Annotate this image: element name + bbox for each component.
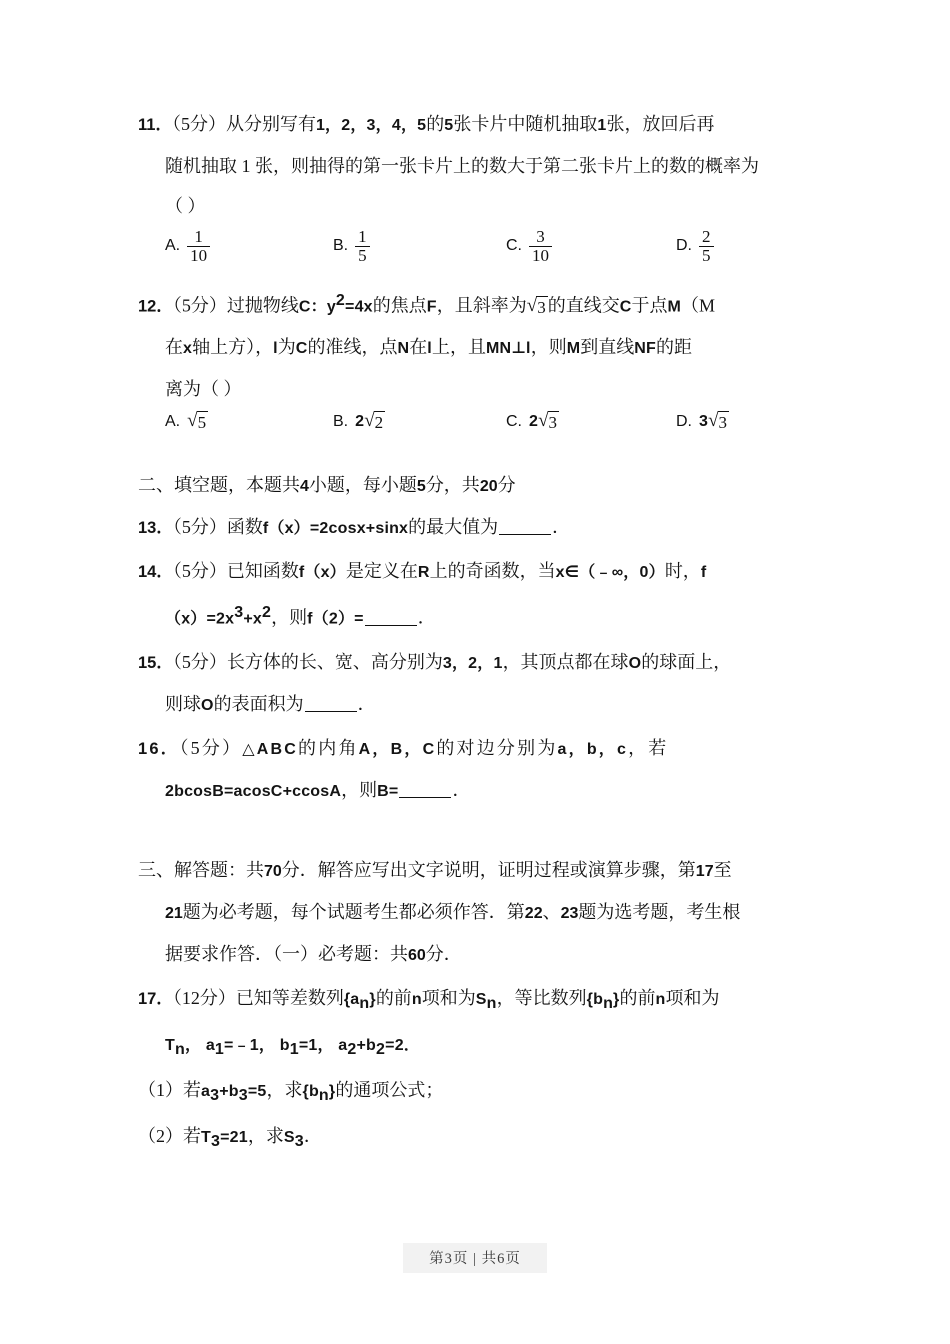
q17-p1-b3: +b	[219, 1082, 239, 1100]
q17-p2-t3: T	[201, 1128, 211, 1146]
q14-t1: 已知函数	[226, 560, 299, 581]
q12-t4: 的直线交	[547, 295, 620, 316]
question-16-line-2	[138, 770, 822, 812]
q17-p1-sub-n: n	[318, 1086, 329, 1104]
section-2-per-score: 5	[416, 477, 426, 495]
q12-l2-t7: ，则	[530, 337, 567, 358]
option-b-label: B.	[333, 237, 349, 255]
option-d-denominator: 5	[699, 246, 714, 265]
q17-sum-s: S	[475, 990, 487, 1008]
section-3-l3-t2: 分．	[425, 943, 462, 964]
q12-l2-t8: 到直线	[580, 337, 635, 358]
q15-period: ．	[357, 693, 376, 714]
section-3-line-1	[138, 850, 822, 892]
page-footer	[0, 1243, 950, 1273]
section-3-l2-t3: 题为选考题，考生根	[578, 901, 741, 922]
q12-equation: =4x	[345, 298, 373, 316]
q17-a1-label: ， a	[184, 1036, 215, 1054]
q12-m2: M	[566, 340, 581, 358]
option-c-coefficient: 2	[529, 413, 539, 431]
q17-sub-tn: n	[174, 1040, 185, 1058]
question-12-score: （5分）	[172, 295, 227, 316]
spacer	[138, 814, 822, 850]
option-d-label: D.	[676, 413, 692, 431]
q17-p2-period: ．	[303, 1125, 322, 1146]
option-a-radicand: 5	[197, 413, 207, 433]
q11-numbers: 1，2，3，4，5	[315, 117, 427, 134]
q12-axis-x: x	[183, 340, 193, 358]
question-12-line-2	[138, 327, 822, 369]
q12-l2-t1: 在	[165, 337, 183, 358]
q14-expr-b: +x	[243, 610, 263, 628]
section-3-t3: 至	[713, 859, 732, 880]
option-b-radicand: 2	[374, 413, 384, 433]
question-15-line-2	[138, 684, 822, 726]
option-d-label: D.	[676, 237, 692, 255]
question-17-line-1	[138, 978, 822, 1024]
q14-fx: f（x）	[298, 563, 346, 581]
question-11-option-a[interactable]	[165, 228, 333, 265]
page-number-label: 第3页 | 共6页	[403, 1243, 547, 1273]
q16-t4: ，若	[628, 737, 669, 758]
q12-l2-c: C	[295, 340, 308, 358]
question-13-number: 13．	[138, 518, 173, 537]
q12-line-nf: NF	[634, 340, 656, 358]
section-3-line-2	[138, 892, 822, 934]
question-12-line-3: 离为（ ）	[165, 379, 242, 400]
q13-t1: 函数	[226, 516, 263, 537]
section-3-l2-t1: 题为必考题，每个试题考生都必须作答．第	[182, 901, 525, 922]
q12-l2-t4: 的准线，点	[307, 337, 398, 358]
q15-t3: 的球面上，	[641, 651, 732, 672]
option-c-fraction	[529, 228, 552, 265]
q13-t2: 的最大值为	[408, 516, 499, 537]
question-14-score: （5分）	[172, 560, 227, 581]
q17-seq-a: {a	[343, 990, 360, 1008]
q17-p2-t2: ，求	[247, 1125, 284, 1146]
question-15-score: （5分）	[172, 651, 227, 672]
q14-t4: 时，	[664, 560, 701, 581]
q17-b1-value: =1， a	[298, 1036, 348, 1054]
q12-l2-t6: 上，且	[431, 337, 486, 358]
q14-f: f	[700, 563, 707, 581]
question-11-score: （5分）	[171, 114, 226, 134]
question-13-score: （5分）	[172, 516, 227, 537]
question-12-number: 12．	[138, 297, 173, 316]
q12-l2-t5: 在	[409, 337, 428, 358]
answer-blank-15[interactable]	[305, 694, 357, 712]
q13-period: ．	[552, 516, 571, 537]
question-17-score: （12分）	[172, 987, 236, 1008]
question-12-option-c[interactable]	[506, 411, 676, 433]
option-a-denominator: 10	[187, 246, 210, 265]
section-2-count: 4	[300, 477, 309, 495]
q17-seq-b-close: }	[613, 990, 620, 1008]
q16-triangle: △ABC	[242, 740, 299, 758]
q15-dimensions: 3，2，1	[442, 654, 503, 672]
q14-t3: 上的奇函数，当	[429, 560, 556, 581]
q17-sub-b1: 1	[289, 1040, 299, 1058]
q17-p2-value: =21	[220, 1128, 248, 1146]
q12-t2: 的焦点	[372, 295, 427, 316]
q17-p1-sub-b3: 3	[238, 1086, 248, 1104]
q14-domain-r: R	[417, 563, 430, 581]
q15-l2-t2: 的表面积为	[213, 693, 304, 714]
question-11-options	[138, 228, 822, 265]
q12-l2-t3: 为	[277, 337, 296, 358]
q17-p1-seq-b: {b	[302, 1082, 319, 1100]
section-2-t3: 分，共	[425, 474, 480, 495]
q15-sphere-o2: O	[201, 696, 214, 714]
q15-sphere-o: O	[628, 654, 642, 672]
q17-seq-a-close: }	[369, 990, 376, 1008]
spacer	[138, 435, 822, 465]
question-17-line-2	[138, 1024, 822, 1070]
option-a-label: A.	[165, 237, 181, 255]
section-2-total: 20	[479, 477, 498, 495]
question-17-part-1	[138, 1070, 822, 1116]
option-a-label: A.	[165, 413, 181, 431]
section-2-t4: 分	[497, 474, 516, 495]
q12-slope-radical: √ 3	[526, 295, 546, 318]
q17-t6: 项和为	[665, 987, 720, 1008]
q14-exp-3: 3	[234, 603, 244, 621]
question-11-line-1	[138, 104, 822, 146]
q12-focus-f: F	[426, 298, 437, 316]
q17-a1-value: =﹣1， b	[224, 1036, 290, 1054]
q15-t2: ，其顶点都在球	[502, 651, 629, 672]
q14-interval: x∈（﹣∞，0）	[555, 563, 665, 581]
option-b-radical: √ 2	[364, 410, 384, 433]
question-11-line-2: 随机抽取 1 张，则抽得的第一张卡片上的数大于第二张卡片上的数的概率为	[165, 156, 759, 176]
answer-blank-13[interactable]	[499, 517, 551, 535]
q17-sum-value: =2．	[385, 1036, 420, 1054]
q16-sides: a，b，c	[557, 740, 629, 758]
q11-count-5: 5	[444, 117, 454, 134]
q11-text-b: 的	[426, 114, 445, 134]
section-2-t1: 二、填空题，本题共	[138, 474, 300, 495]
q17-n2: n	[655, 990, 666, 1008]
option-a-numerator: 1	[194, 227, 203, 246]
question-12-option-a[interactable]	[165, 411, 333, 433]
q16-angles: A，B，C	[358, 740, 437, 758]
q12-point-n: N	[397, 340, 410, 358]
option-c-radical: √ 3	[538, 410, 558, 433]
spacer	[138, 267, 822, 281]
q12-t3: ，且斜率为	[436, 295, 527, 316]
q14-l2-t1: ，则	[271, 607, 308, 628]
q17-sub-n2: n	[486, 994, 497, 1012]
q17-sub-b2: 2	[376, 1040, 386, 1058]
option-c-radicand: 3	[548, 413, 558, 433]
q12-perpendicular: MN⊥l	[485, 340, 531, 358]
q11-text-f: 张，放回后再	[606, 114, 715, 134]
q11-text-d: 张卡片中随机抽取	[453, 114, 598, 134]
option-b-fraction	[355, 228, 370, 265]
q12-t5: 于点	[631, 295, 668, 316]
q17-p1-value: =5	[247, 1082, 267, 1100]
q12-point-m: M	[667, 298, 681, 316]
q17-p1-seq-close: }	[328, 1082, 336, 1100]
question-16-line-1	[138, 728, 822, 770]
question-14	[138, 551, 822, 640]
q14-f2: f（2）=	[307, 610, 364, 628]
q17-t1: 已知等差数列	[235, 987, 344, 1008]
q11-text-a: 从分别写有	[225, 114, 316, 134]
q16-equation: 2bcosB=acosC+ccosA	[165, 782, 342, 800]
option-b-numerator: 1	[358, 227, 367, 246]
q17-p2-s3: S	[283, 1128, 295, 1146]
q14-t2: 是定义在	[345, 560, 418, 581]
q17-t5: 的前	[619, 987, 656, 1008]
question-11-number: 11．	[138, 116, 172, 134]
section-3-start-q: 17	[695, 862, 714, 880]
section-3-line-3	[138, 934, 822, 976]
option-b-label: B.	[333, 413, 349, 431]
question-17	[138, 978, 822, 1162]
option-c-denominator: 10	[529, 246, 552, 265]
q17-t4: ，等比数列	[496, 987, 587, 1008]
q17-p1-label: （1）若	[138, 1079, 201, 1100]
option-c-numerator: 3	[536, 227, 545, 246]
question-11-option-c[interactable]	[506, 228, 676, 265]
question-16	[138, 728, 822, 812]
question-12-options	[138, 411, 822, 433]
question-14-number: 14．	[138, 562, 173, 581]
question-16-number: 16．	[138, 739, 180, 758]
q12-exponent: 2	[335, 291, 346, 309]
q17-p1-t2: ，求	[266, 1079, 303, 1100]
option-b-denominator: 5	[355, 246, 370, 265]
q17-p1-t3: 的通项公式；	[335, 1079, 444, 1100]
q16-t2: 的内角	[298, 737, 359, 758]
section-3-total-score: 70	[264, 862, 282, 880]
option-d-numerator: 2	[702, 227, 711, 246]
option-d-radical: √ 3	[708, 410, 728, 433]
question-16-score: （5分）	[179, 737, 243, 758]
q17-sub-n3: n	[603, 994, 614, 1012]
q13-function: f（x）=2cosx+sinx	[262, 519, 409, 537]
question-11-option-d[interactable]	[676, 228, 714, 265]
answer-blank-14[interactable]	[365, 608, 417, 626]
option-c-label: C.	[506, 413, 522, 431]
option-d-radicand: 3	[718, 413, 728, 433]
section-3-opt-q1: 22	[524, 904, 543, 922]
answer-blank-16[interactable]	[399, 780, 451, 798]
section-3-t1: 三、解答题：共	[138, 859, 264, 880]
section-3-l2-t2: 、	[542, 901, 561, 922]
q12-line-l2: l	[427, 340, 432, 358]
option-d-coefficient: 3	[699, 413, 709, 431]
option-a-fraction	[187, 228, 210, 265]
q16-answer-b: B=	[377, 782, 399, 800]
q17-p2-sub-s3: 3	[294, 1132, 304, 1150]
q17-plus-b: +b	[356, 1036, 377, 1054]
q17-n1: n	[411, 990, 422, 1008]
q14-exp-2: 2	[262, 603, 272, 621]
q16-l2-t1: ，则	[341, 779, 378, 800]
question-17-number: 17．	[138, 989, 173, 1008]
q17-p1-sub-a3: 3	[210, 1086, 220, 1104]
q12-l2-t9: 的距	[655, 337, 692, 358]
q17-p2-sub-t3: 3	[210, 1132, 221, 1150]
q14-period: ．	[417, 607, 436, 628]
q17-sub-a1: 1	[214, 1040, 225, 1058]
q16-period: ．	[452, 779, 471, 800]
q17-t3: 项和为	[421, 987, 476, 1008]
section-3-required-score: 60	[408, 946, 426, 964]
section-3-t2: 分．解答应写出文字说明，证明过程或演算步骤，第	[281, 859, 696, 880]
q12-line-l: l	[273, 340, 278, 358]
q12-l2-t2: 轴上方），	[192, 337, 274, 358]
question-12	[138, 281, 822, 433]
q14-expr-a: （x）=2x	[165, 610, 235, 628]
question-15	[138, 642, 822, 726]
question-15-line-1	[138, 642, 822, 684]
q12-t1: 过抛物线	[226, 295, 299, 316]
question-12-option-d[interactable]	[676, 411, 729, 433]
section-3-opt-q2: 23	[560, 904, 579, 922]
q12-t6: （M	[681, 295, 716, 316]
q12-c2: C	[619, 298, 632, 316]
q15-t1: 长方体的长、宽、高分别为	[226, 651, 443, 672]
q11-count-1: 1	[597, 117, 607, 134]
question-12-line-1	[138, 281, 822, 328]
question-13	[138, 507, 822, 549]
q12-radicand: 3	[537, 298, 546, 318]
question-13-line-1	[138, 507, 822, 549]
q17-seq-b: {b	[586, 990, 604, 1008]
q17-p2-label: （2）若	[138, 1125, 201, 1146]
question-15-number: 15．	[138, 653, 173, 672]
question-11-option-b[interactable]	[333, 228, 506, 265]
section-3-l3-t1: 据要求作答．（一）必考题：共	[165, 943, 408, 964]
question-11-line-3: （ ）	[165, 196, 206, 216]
q17-sub-a2: 2	[347, 1040, 357, 1058]
section-3-end-q: 21	[165, 904, 183, 922]
option-b-coefficient: 2	[355, 413, 365, 431]
option-c-label: C.	[506, 237, 522, 255]
question-17-part-2	[138, 1116, 822, 1162]
option-a-radical: √ 5	[187, 410, 207, 433]
question-14-line-1	[138, 551, 822, 593]
q15-l2-t1: 则球	[165, 693, 201, 714]
section-3-heading	[138, 850, 822, 976]
section-2-t2: 小题，每小题	[308, 474, 417, 495]
q17-sum-t: T	[165, 1036, 175, 1054]
q17-sub-n1: n	[359, 994, 370, 1012]
question-11	[138, 104, 822, 265]
q17-p1-a3: a	[201, 1082, 211, 1100]
page-content	[138, 104, 822, 1164]
section-2-heading	[138, 465, 822, 507]
option-d-fraction	[699, 228, 714, 265]
q16-t3: 的对边分别为	[436, 737, 558, 758]
question-12-option-b[interactable]	[333, 411, 506, 433]
question-14-line-2	[138, 593, 822, 640]
q17-t2: 的前	[375, 987, 412, 1008]
q12-curve-c: C：y	[298, 298, 336, 316]
